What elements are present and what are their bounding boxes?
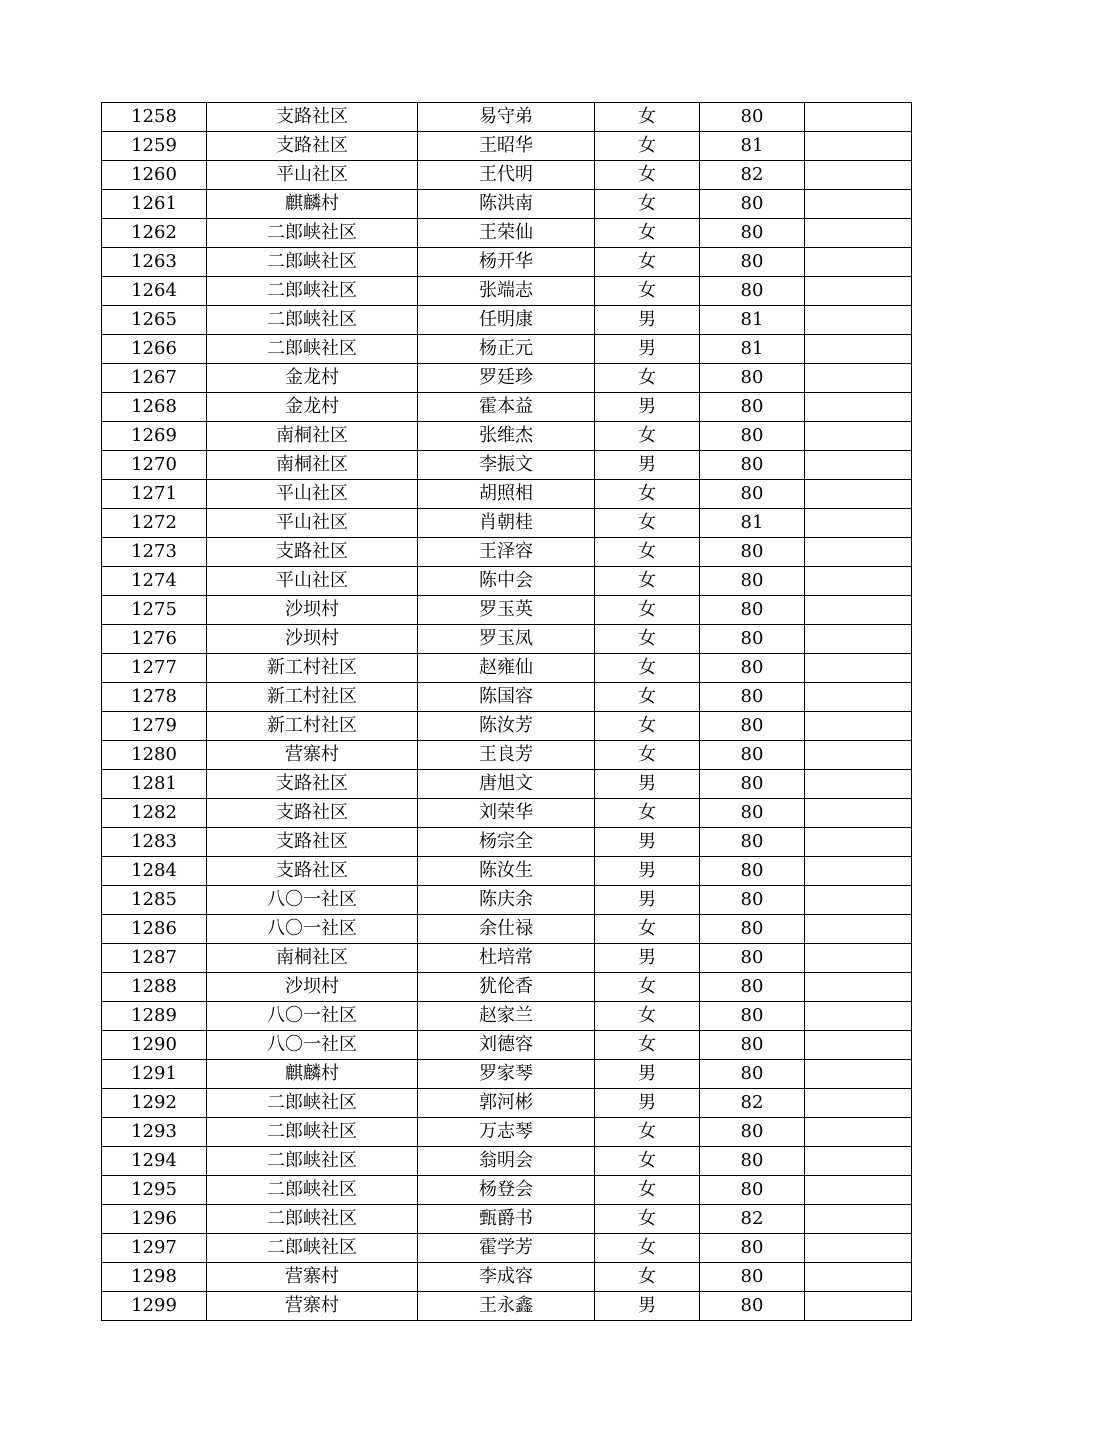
person-name-cell: 王荣仙 [418, 219, 595, 248]
serial-number-cell: 1293 [102, 1118, 207, 1147]
note-cell [805, 1176, 912, 1205]
person-name-cell: 余仕禄 [418, 915, 595, 944]
age-cell: 80 [700, 422, 805, 451]
community-cell: 麒麟村 [207, 1060, 418, 1089]
table-row [102, 799, 912, 828]
gender-cell: 女 [595, 1118, 700, 1147]
person-name-cell: 翁明会 [418, 1147, 595, 1176]
person-name-cell: 罗家琴 [418, 1060, 595, 1089]
note-cell [805, 857, 912, 886]
gender-cell: 女 [595, 1234, 700, 1263]
community-cell: 沙坝村 [207, 625, 418, 654]
community-cell: 支路社区 [207, 857, 418, 886]
person-name-cell: 甄爵书 [418, 1205, 595, 1234]
note-cell [805, 480, 912, 509]
community-cell: 平山社区 [207, 509, 418, 538]
gender-cell: 女 [595, 741, 700, 770]
gender-cell: 女 [595, 103, 700, 132]
gender-cell: 男 [595, 1292, 700, 1321]
gender-cell: 女 [595, 654, 700, 683]
community-cell: 金龙村 [207, 364, 418, 393]
gender-cell: 女 [595, 509, 700, 538]
table-row [102, 190, 912, 219]
serial-number-cell: 1263 [102, 248, 207, 277]
person-name-cell: 杨正元 [418, 335, 595, 364]
community-cell: 二郎峡社区 [207, 1118, 418, 1147]
serial-number-cell: 1261 [102, 190, 207, 219]
person-name-cell: 王泽容 [418, 538, 595, 567]
person-name-cell: 李成容 [418, 1263, 595, 1292]
note-cell [805, 567, 912, 596]
community-cell: 南桐社区 [207, 422, 418, 451]
gender-cell: 男 [595, 944, 700, 973]
note-cell [805, 1263, 912, 1292]
age-cell: 81 [700, 335, 805, 364]
table-row [102, 1205, 912, 1234]
community-cell: 二郎峡社区 [207, 1147, 418, 1176]
gender-cell: 女 [595, 277, 700, 306]
community-cell: 二郎峡社区 [207, 248, 418, 277]
note-cell [805, 973, 912, 1002]
gender-cell: 女 [595, 480, 700, 509]
serial-number-cell: 1296 [102, 1205, 207, 1234]
table-row [102, 654, 912, 683]
age-cell: 80 [700, 538, 805, 567]
note-cell [805, 335, 912, 364]
gender-cell: 女 [595, 1031, 700, 1060]
gender-cell: 女 [595, 915, 700, 944]
table-row [102, 393, 912, 422]
person-name-cell: 杜培常 [418, 944, 595, 973]
person-name-cell: 胡照相 [418, 480, 595, 509]
serial-number-cell: 1287 [102, 944, 207, 973]
age-cell: 80 [700, 1060, 805, 1089]
table-row [102, 1089, 912, 1118]
person-name-cell: 罗廷珍 [418, 364, 595, 393]
serial-number-cell: 1268 [102, 393, 207, 422]
age-cell: 80 [700, 799, 805, 828]
community-cell: 平山社区 [207, 567, 418, 596]
community-cell: 平山社区 [207, 480, 418, 509]
community-cell: 二郎峡社区 [207, 335, 418, 364]
age-cell: 80 [700, 103, 805, 132]
note-cell [805, 1118, 912, 1147]
person-name-cell: 杨登会 [418, 1176, 595, 1205]
age-cell: 80 [700, 770, 805, 799]
age-cell: 80 [700, 828, 805, 857]
age-cell: 80 [700, 712, 805, 741]
community-cell: 麒麟村 [207, 190, 418, 219]
serial-number-cell: 1295 [102, 1176, 207, 1205]
age-cell: 80 [700, 567, 805, 596]
serial-number-cell: 1259 [102, 132, 207, 161]
serial-number-cell: 1284 [102, 857, 207, 886]
person-name-cell: 犹伦香 [418, 973, 595, 1002]
table-row [102, 422, 912, 451]
age-cell: 80 [700, 1176, 805, 1205]
community-cell: 支路社区 [207, 103, 418, 132]
age-cell: 80 [700, 1147, 805, 1176]
gender-cell: 女 [595, 712, 700, 741]
table-row [102, 770, 912, 799]
serial-number-cell: 1299 [102, 1292, 207, 1321]
note-cell [805, 393, 912, 422]
gender-cell: 女 [595, 799, 700, 828]
age-cell: 80 [700, 393, 805, 422]
note-cell [805, 248, 912, 277]
age-cell: 80 [700, 1234, 805, 1263]
age-cell: 82 [700, 161, 805, 190]
note-cell [805, 1234, 912, 1263]
note-cell [805, 625, 912, 654]
gender-cell: 男 [595, 857, 700, 886]
person-name-cell: 刘荣华 [418, 799, 595, 828]
table-row [102, 596, 912, 625]
community-cell: 新工村社区 [207, 654, 418, 683]
age-cell: 80 [700, 1002, 805, 1031]
age-cell: 81 [700, 132, 805, 161]
serial-number-cell: 1260 [102, 161, 207, 190]
table-row [102, 944, 912, 973]
age-cell: 80 [700, 886, 805, 915]
note-cell [805, 1060, 912, 1089]
community-cell: 八〇一社区 [207, 1002, 418, 1031]
note-cell [805, 828, 912, 857]
community-cell: 新工村社区 [207, 712, 418, 741]
table-row [102, 538, 912, 567]
community-cell: 金龙村 [207, 393, 418, 422]
community-cell: 营寨村 [207, 1292, 418, 1321]
table-row [102, 335, 912, 364]
serial-number-cell: 1288 [102, 973, 207, 1002]
community-cell: 二郎峡社区 [207, 1205, 418, 1234]
serial-number-cell: 1280 [102, 741, 207, 770]
person-name-cell: 罗玉英 [418, 596, 595, 625]
table-row [102, 306, 912, 335]
table-row [102, 1176, 912, 1205]
gender-cell: 男 [595, 770, 700, 799]
person-name-cell: 万志琴 [418, 1118, 595, 1147]
note-cell [805, 915, 912, 944]
serial-number-cell: 1269 [102, 422, 207, 451]
table-row [102, 161, 912, 190]
community-cell: 二郎峡社区 [207, 1176, 418, 1205]
gender-cell: 女 [595, 422, 700, 451]
gender-cell: 女 [595, 1147, 700, 1176]
person-name-cell: 任明康 [418, 306, 595, 335]
table-row [102, 683, 912, 712]
community-cell: 二郎峡社区 [207, 277, 418, 306]
age-cell: 80 [700, 596, 805, 625]
table-row [102, 248, 912, 277]
community-cell: 八〇一社区 [207, 886, 418, 915]
person-name-cell: 罗玉凤 [418, 625, 595, 654]
age-cell: 80 [700, 1031, 805, 1060]
serial-number-cell: 1272 [102, 509, 207, 538]
note-cell [805, 596, 912, 625]
person-name-cell: 陈庆余 [418, 886, 595, 915]
person-name-cell: 王良芳 [418, 741, 595, 770]
note-cell [805, 1292, 912, 1321]
person-name-cell: 肖朝桂 [418, 509, 595, 538]
age-cell: 80 [700, 190, 805, 219]
table-row [102, 1147, 912, 1176]
gender-cell: 女 [595, 683, 700, 712]
age-cell: 80 [700, 1263, 805, 1292]
person-name-cell: 郭河彬 [418, 1089, 595, 1118]
note-cell [805, 944, 912, 973]
note-cell [805, 509, 912, 538]
gender-cell: 女 [595, 161, 700, 190]
serial-number-cell: 1270 [102, 451, 207, 480]
note-cell [805, 1002, 912, 1031]
gender-cell: 男 [595, 306, 700, 335]
table-row [102, 1002, 912, 1031]
note-cell [805, 799, 912, 828]
serial-number-cell: 1298 [102, 1263, 207, 1292]
note-cell [805, 364, 912, 393]
person-name-cell: 唐旭文 [418, 770, 595, 799]
age-cell: 80 [700, 944, 805, 973]
note-cell [805, 683, 912, 712]
age-cell: 80 [700, 625, 805, 654]
note-cell [805, 741, 912, 770]
gender-cell: 女 [595, 219, 700, 248]
gender-cell: 男 [595, 335, 700, 364]
community-cell: 八〇一社区 [207, 915, 418, 944]
serial-number-cell: 1278 [102, 683, 207, 712]
person-name-cell: 陈汝生 [418, 857, 595, 886]
age-cell: 80 [700, 915, 805, 944]
person-name-cell: 赵家兰 [418, 1002, 595, 1031]
age-cell: 80 [700, 1292, 805, 1321]
serial-number-cell: 1265 [102, 306, 207, 335]
gender-cell: 男 [595, 828, 700, 857]
roster-table [101, 102, 912, 1321]
community-cell: 南桐社区 [207, 944, 418, 973]
table-row [102, 712, 912, 741]
age-cell: 80 [700, 451, 805, 480]
table-row [102, 1060, 912, 1089]
table-row [102, 828, 912, 857]
age-cell: 80 [700, 480, 805, 509]
serial-number-cell: 1276 [102, 625, 207, 654]
note-cell [805, 1205, 912, 1234]
person-name-cell: 王永鑫 [418, 1292, 595, 1321]
community-cell: 平山社区 [207, 161, 418, 190]
note-cell [805, 161, 912, 190]
community-cell: 支路社区 [207, 770, 418, 799]
table-row [102, 886, 912, 915]
note-cell [805, 654, 912, 683]
community-cell: 二郎峡社区 [207, 1089, 418, 1118]
serial-number-cell: 1292 [102, 1089, 207, 1118]
note-cell [805, 277, 912, 306]
person-name-cell: 陈洪南 [418, 190, 595, 219]
gender-cell: 女 [595, 1263, 700, 1292]
note-cell [805, 1147, 912, 1176]
person-name-cell: 陈汝芳 [418, 712, 595, 741]
note-cell [805, 538, 912, 567]
person-name-cell: 杨宗全 [418, 828, 595, 857]
person-name-cell: 赵雍仙 [418, 654, 595, 683]
community-cell: 二郎峡社区 [207, 219, 418, 248]
community-cell: 二郎峡社区 [207, 1234, 418, 1263]
serial-number-cell: 1258 [102, 103, 207, 132]
person-name-cell: 王代明 [418, 161, 595, 190]
person-name-cell: 杨开华 [418, 248, 595, 277]
note-cell [805, 132, 912, 161]
person-name-cell: 李振文 [418, 451, 595, 480]
age-cell: 82 [700, 1089, 805, 1118]
serial-number-cell: 1291 [102, 1060, 207, 1089]
age-cell: 81 [700, 509, 805, 538]
community-cell: 支路社区 [207, 799, 418, 828]
age-cell: 81 [700, 306, 805, 335]
age-cell: 80 [700, 973, 805, 1002]
serial-number-cell: 1283 [102, 828, 207, 857]
serial-number-cell: 1264 [102, 277, 207, 306]
gender-cell: 男 [595, 1060, 700, 1089]
person-name-cell: 霍本益 [418, 393, 595, 422]
table-row [102, 364, 912, 393]
serial-number-cell: 1274 [102, 567, 207, 596]
age-cell: 80 [700, 741, 805, 770]
person-name-cell: 张端志 [418, 277, 595, 306]
community-cell: 沙坝村 [207, 596, 418, 625]
community-cell: 沙坝村 [207, 973, 418, 1002]
table-row [102, 1031, 912, 1060]
serial-number-cell: 1294 [102, 1147, 207, 1176]
age-cell: 80 [700, 683, 805, 712]
gender-cell: 男 [595, 393, 700, 422]
table-row [102, 132, 912, 161]
note-cell [805, 190, 912, 219]
person-name-cell: 王昭华 [418, 132, 595, 161]
note-cell [805, 219, 912, 248]
serial-number-cell: 1289 [102, 1002, 207, 1031]
gender-cell: 女 [595, 248, 700, 277]
age-cell: 80 [700, 248, 805, 277]
serial-number-cell: 1297 [102, 1234, 207, 1263]
table-row [102, 567, 912, 596]
table-row [102, 857, 912, 886]
person-name-cell: 陈中会 [418, 567, 595, 596]
community-cell: 南桐社区 [207, 451, 418, 480]
gender-cell: 男 [595, 1089, 700, 1118]
gender-cell: 女 [595, 973, 700, 1002]
gender-cell: 女 [595, 567, 700, 596]
table-row [102, 451, 912, 480]
serial-number-cell: 1275 [102, 596, 207, 625]
roster-table-body [102, 103, 912, 1321]
person-name-cell: 易守弟 [418, 103, 595, 132]
note-cell [805, 103, 912, 132]
table-row [102, 915, 912, 944]
community-cell: 营寨村 [207, 741, 418, 770]
serial-number-cell: 1279 [102, 712, 207, 741]
person-name-cell: 张维杰 [418, 422, 595, 451]
table-row [102, 1234, 912, 1263]
serial-number-cell: 1290 [102, 1031, 207, 1060]
table-row [102, 1263, 912, 1292]
gender-cell: 女 [595, 1205, 700, 1234]
serial-number-cell: 1277 [102, 654, 207, 683]
age-cell: 82 [700, 1205, 805, 1234]
age-cell: 80 [700, 277, 805, 306]
age-cell: 80 [700, 364, 805, 393]
age-cell: 80 [700, 219, 805, 248]
serial-number-cell: 1281 [102, 770, 207, 799]
serial-number-cell: 1286 [102, 915, 207, 944]
note-cell [805, 306, 912, 335]
serial-number-cell: 1285 [102, 886, 207, 915]
gender-cell: 女 [595, 1176, 700, 1205]
gender-cell: 女 [595, 132, 700, 161]
gender-cell: 女 [595, 364, 700, 393]
note-cell [805, 1089, 912, 1118]
gender-cell: 女 [595, 625, 700, 654]
gender-cell: 女 [595, 1002, 700, 1031]
person-name-cell: 陈国容 [418, 683, 595, 712]
age-cell: 80 [700, 654, 805, 683]
table-row [102, 103, 912, 132]
table-row [102, 219, 912, 248]
table-row [102, 973, 912, 1002]
community-cell: 支路社区 [207, 538, 418, 567]
note-cell [805, 422, 912, 451]
serial-number-cell: 1282 [102, 799, 207, 828]
community-cell: 营寨村 [207, 1263, 418, 1292]
age-cell: 80 [700, 1118, 805, 1147]
gender-cell: 女 [595, 190, 700, 219]
table-row [102, 741, 912, 770]
community-cell: 支路社区 [207, 132, 418, 161]
community-cell: 新工村社区 [207, 683, 418, 712]
note-cell [805, 451, 912, 480]
table-row [102, 1118, 912, 1147]
age-cell: 80 [700, 857, 805, 886]
gender-cell: 女 [595, 596, 700, 625]
gender-cell: 女 [595, 538, 700, 567]
community-cell: 二郎峡社区 [207, 306, 418, 335]
note-cell [805, 1031, 912, 1060]
note-cell [805, 886, 912, 915]
table-row [102, 509, 912, 538]
community-cell: 支路社区 [207, 828, 418, 857]
community-cell: 八〇一社区 [207, 1031, 418, 1060]
serial-number-cell: 1273 [102, 538, 207, 567]
table-row [102, 625, 912, 654]
serial-number-cell: 1271 [102, 480, 207, 509]
table-row [102, 277, 912, 306]
gender-cell: 男 [595, 451, 700, 480]
serial-number-cell: 1266 [102, 335, 207, 364]
table-row [102, 1292, 912, 1321]
gender-cell: 男 [595, 886, 700, 915]
note-cell [805, 712, 912, 741]
table-row [102, 480, 912, 509]
serial-number-cell: 1267 [102, 364, 207, 393]
serial-number-cell: 1262 [102, 219, 207, 248]
person-name-cell: 霍学芳 [418, 1234, 595, 1263]
note-cell [805, 770, 912, 799]
person-name-cell: 刘德容 [418, 1031, 595, 1060]
